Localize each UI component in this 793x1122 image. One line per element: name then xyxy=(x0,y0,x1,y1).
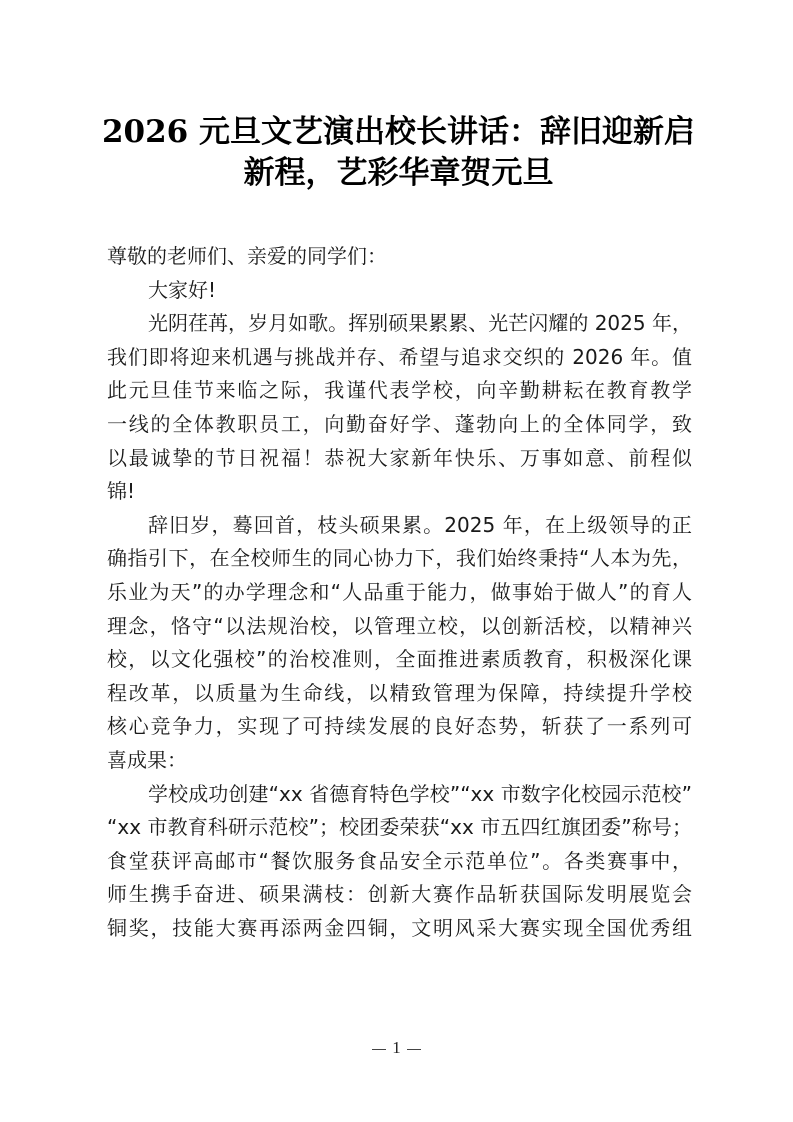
paragraph-line: 程改革，以质量为生命线，以精致管理为保障，持续提升学校 xyxy=(107,680,692,705)
paragraph-line: 乐业为天”的办学理念和“人品重于能力，做事始于做人”的育人 xyxy=(107,579,692,604)
paragraph-line: 以最诚挚的节日祝福！恭祝大家新年快乐、万事如意、前程似 xyxy=(107,445,692,470)
paragraph-line: 此元旦佳节来临之际，我谨代表学校，向辛勤耕耘在教育教学 xyxy=(107,378,692,403)
paragraph-line: “xx 市教育科研示范校”；校团委荣获“xx 市五四红旗团委”称号； xyxy=(107,815,692,840)
paragraph-line: 锦! xyxy=(107,479,136,504)
paragraph-line: 理念，恪守“以法规治校，以管理立校，以创新活校，以精神兴 xyxy=(107,613,692,638)
title-line-1: 2026 元旦文艺演出校长讲话：辞旧迎新启 xyxy=(101,114,696,150)
paragraph-line: 铜奖，技能大赛再添两金四铜，文明风采大赛实现全国优秀组 xyxy=(107,915,692,940)
paragraph-line: 核心竞争力，实现了可持续发展的良好态势，斩获了一系列可 xyxy=(107,714,692,739)
page-footer xyxy=(0,1038,793,1058)
paragraph-line: 光阴荏苒，岁月如歌。挥别硕果累累、光芒闪耀的 2025 年， xyxy=(148,311,692,336)
paragraph-line: 一线的全体教职员工，向勤奋好学、蓬勃向上的全体同学，致 xyxy=(107,411,692,436)
paragraph-line: 食堂获评高邮市“餐饮服务食品安全示范单位”。各类赛事中， xyxy=(107,848,692,873)
paragraph-line: 学校成功创建“xx 省德育特色学校”“xx 市数字化校园示范校” xyxy=(148,781,692,806)
salutation: 尊敬的老师们、亲爱的同学们： xyxy=(107,244,387,268)
paragraph-3 xyxy=(107,778,692,946)
paragraph-1 xyxy=(107,307,692,509)
paragraph-2 xyxy=(107,509,692,778)
paragraph-line: 确指引下，在全校师生的同心协力下，我们始终秉持“人本为先， xyxy=(107,546,692,571)
paragraph-line: 喜成果： xyxy=(107,747,187,772)
paragraph-line: 我们即将迎来机遇与挑战并存、希望与追求交织的 2026 年。值 xyxy=(107,344,692,369)
dash-left xyxy=(372,1049,386,1050)
document-title xyxy=(100,112,697,194)
paragraph-line: 校，以文化强校”的治校准则，全面推进素质教育，积极深化课 xyxy=(107,647,692,672)
document-body xyxy=(107,240,692,945)
paragraph-line: 辞旧岁，蓦回首，枝头硕果累。2025 年，在上级领导的正 xyxy=(148,512,692,537)
title-line-2: 新程，艺彩华章贺元旦 xyxy=(243,155,554,191)
paragraph-line: 师生携手奋进、硕果满枝：创新大赛作品斩获国际发明展览会 xyxy=(107,882,692,907)
page-number: 1 xyxy=(392,1038,401,1057)
dash-right xyxy=(407,1049,421,1050)
greeting: 大家好! xyxy=(148,277,217,302)
